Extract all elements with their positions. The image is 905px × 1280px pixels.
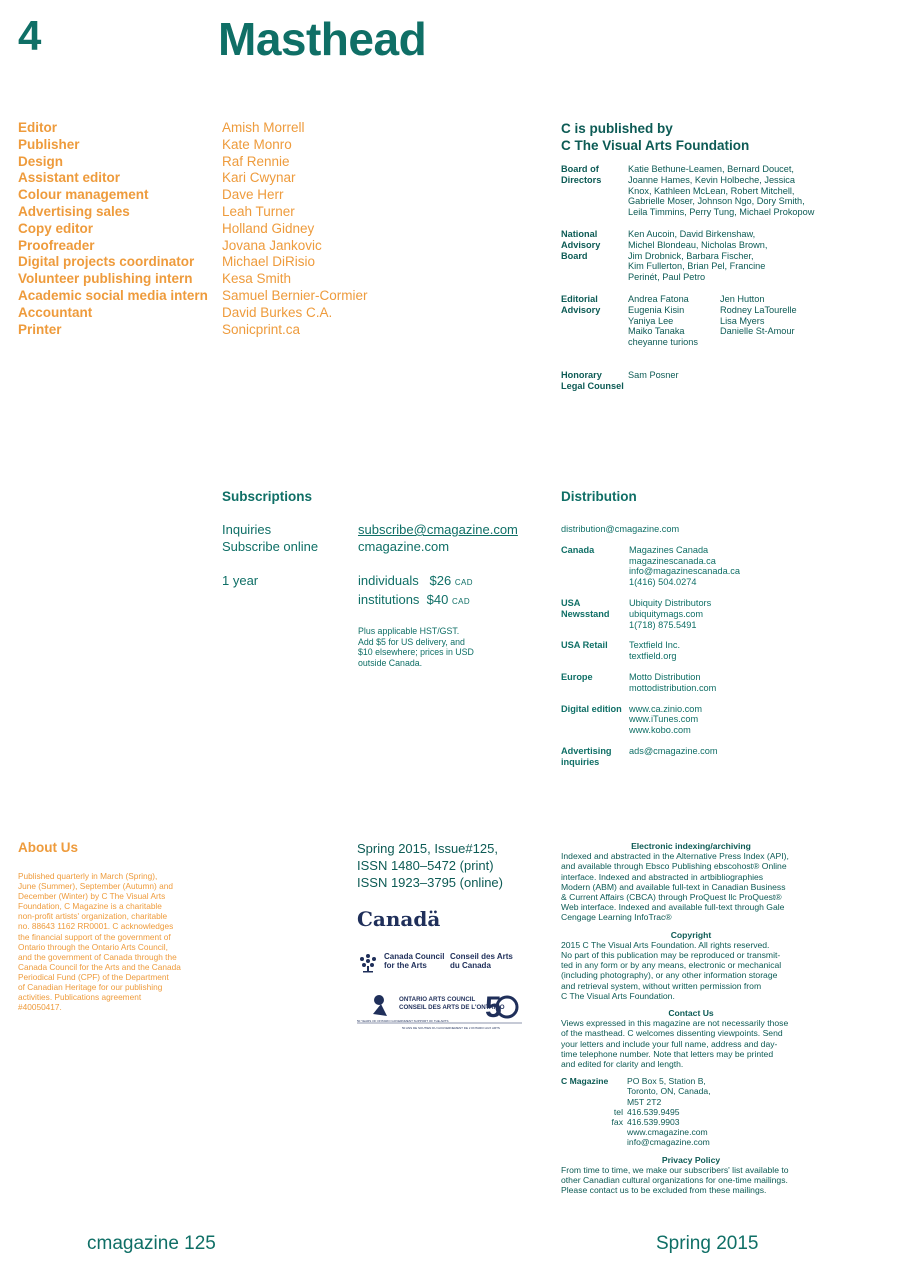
staff-row — [18, 271, 408, 288]
editorial-names: Andrea Fatona Eugenia Kisin Yaniya Lee Maiko Tanaka cheyanne turions Jen Hutton Rodney LaTourelle Lisa Myers Danielle St-Amour — [628, 293, 797, 348]
indexing-text: Indexed and abstracted in the Alternative Press Index (API), and available through Ebsco Publishing ebscohost® Online interface. Indexed and abstracted in artbibliographies Modern (ABM) and available full-text in Canadian Business & Current Affairs (CBCA) through ProQuest llc ProQuest® Web interface. Indexed and available full-text through Gale Cengage Learning InfoTrac® — [561, 851, 789, 923]
publisher-block — [561, 120, 891, 392]
subscribe-online-link[interactable]: cmagazine.com — [358, 538, 450, 554]
staff-role: Proofreader — [18, 237, 95, 253]
staff-role: Accountant — [18, 304, 93, 320]
copyright-heading: Copyright — [670, 929, 712, 940]
national-label: National Advisory Board — [561, 228, 601, 261]
staff-name: Leah Turner — [222, 203, 295, 219]
dist-digital: Digital edition www.ca.zinio.com www.iTunes.com www.kobo.com — [561, 703, 703, 736]
staff-name: Amish Morrell — [222, 120, 305, 135]
page-number: 4 — [18, 12, 42, 59]
ontario-arts-council-logo: 5 ONTARIO ARTS COUNCIL CONSEIL DES ARTS DE L'ONTARIO 50 YEARS OF ONTARIO GOVERNMENT SUPPORT OF THE ARTS 50 ANS DE SOUTIEN DU GOUVERNEMENT DE L'ONTARIO AUX ARTS — [357, 990, 522, 1030]
staff-list — [18, 120, 408, 338]
board-label: Board of Directors — [561, 164, 602, 185]
about-block — [18, 840, 208, 1012]
subs-price-institutions: institutions $40 CAD — [358, 591, 471, 607]
distribution-email[interactable]: distribution@cmagazine.com — [561, 524, 680, 534]
legal-label: Honorary Legal Counsel — [561, 369, 624, 391]
dist-usa-retail: USA Retail Textfield Inc. textfield.org — [561, 640, 681, 662]
staff-row — [18, 238, 408, 255]
privacy-text: From time to time, we make our subscribers' list available to other Canadian cultural organizations for one-time mailings. Please contact us to be excluded from these mailings. — [561, 1164, 789, 1196]
individuals-price: $26 — [429, 573, 452, 588]
distribution-heading: Distribution — [561, 489, 637, 504]
national-names: Ken Aucoin, David Birkenshaw, Michel Blondeau, Nicholas Brown, Jim Drobnick, Barbara Fischer, Kim Fullerton, Brian Pel, Francine Perinét, Paul Petro — [628, 228, 768, 283]
subscriptions-block — [222, 489, 542, 668]
staff-role: Editor — [18, 120, 57, 135]
staff-row — [18, 187, 408, 204]
subs-price-individuals: 1 year individuals $26 CAD — [222, 573, 473, 588]
about-text: Published quarterly in March (Spring), June (Summer), September (Autumn) and December (Winter) by C The Visual Arts Foundation, C Magazine is a charitable non-profit artists' organization, charitable no. 88643 1162 RR0001. C acknowledges the financial support of the government of Ontario through the Ontario Arts Council, and the government of Canada through the Canada Council for the Arts and the Canada Periodical Fund (CPF) of the Department of Canadian Heritage for our publishing activities. Publications agreement #40050417. — [18, 871, 181, 1013]
dist-canada: Canada Magazines Canada magazinescanada.ca info@magazinescanada.ca 1(416) 504.0274 — [561, 544, 740, 588]
staff-row — [18, 305, 408, 322]
canada-council-icon — [357, 952, 379, 974]
distribution-block — [561, 489, 891, 768]
staff-row — [18, 221, 408, 238]
staff-name: Jovana Jankovic — [222, 237, 322, 253]
privacy-heading: Privacy Policy — [661, 1154, 721, 1165]
publisher-heading: C is published by C The Visual Arts Foundation — [561, 121, 750, 153]
staff-role: Academic social media intern — [18, 287, 208, 303]
institutions-price: $40 — [426, 591, 449, 607]
staff-name: Samuel Bernier-Cormier — [222, 287, 368, 303]
indexing-heading: Electronic indexing/archiving — [631, 841, 751, 851]
copyright-text: 2015 C The Visual Arts Foundation. All rights reserved. No part of this publication may be reproduced or transmit- ted in any form or by any means, electronic or mechanical (including photography), or any other information storage and retrieval system, without written permission from C The Visual Arts Foundation. — [561, 939, 782, 1001]
staff-role: Copy editor — [18, 220, 94, 236]
issue-info: Spring 2015, Issue#125, ISSN 1480–5472 (print) ISSN 1923–3795 (online) — [357, 841, 503, 890]
page-title: Masthead — [218, 13, 427, 65]
staff-name: Raf Rennie — [222, 153, 290, 169]
staff-row — [18, 154, 408, 171]
staff-name: Sonicprint.ca — [222, 321, 301, 337]
dist-usa-newsstand: USA Newsstand Ubiquity Distributors ubiquitymags.com 1(718) 875.5491 — [561, 597, 712, 630]
editorial-label: Editorial Advisory — [561, 293, 601, 315]
contact-text: Views expressed in this magazine are not necessarily those of the masthead. C welcomes dissenting viewpoints. Send your letters and include your full name, address and day- time telephone number. Note that letters may be printed and edited for clarity and length. — [561, 1018, 789, 1070]
national-advisory-board — [561, 229, 891, 283]
staff-role: Printer — [18, 321, 62, 337]
honorary-legal-counsel — [561, 370, 891, 392]
staff-row — [18, 204, 408, 221]
staff-row — [18, 254, 408, 271]
canada-council-logo: Canada Council for the Arts Conseil des Arts du Canada — [357, 952, 513, 974]
subs-online: Subscribe online cmagazine.com — [222, 538, 450, 554]
editorial-advisory — [561, 294, 891, 348]
canada-wordmark-logo: Canadä — [357, 907, 441, 931]
contact-heading: Contact Us — [668, 1008, 714, 1019]
staff-role: Colour management — [18, 187, 149, 203]
staff-row — [18, 322, 408, 339]
staff-name: Dave Herr — [222, 187, 284, 203]
staff-role: Publisher — [18, 136, 80, 152]
staff-name: Kesa Smith — [222, 271, 292, 287]
staff-role: Volunteer publishing intern — [18, 271, 193, 287]
svg-text:5: 5 — [485, 991, 502, 1024]
legal-block — [561, 841, 821, 1203]
about-heading: About Us — [18, 840, 78, 855]
staff-row — [18, 288, 408, 305]
staff-role: Advertising sales — [18, 203, 130, 219]
staff-row — [18, 137, 408, 154]
website-link[interactable]: www.cmagazine.com — [627, 1127, 708, 1138]
staff-row — [18, 120, 408, 137]
staff-name: Kate Monro — [222, 136, 292, 152]
board-names: Katie Bethune-Leamen, Bernard Doucet, Joanne Hames, Kevin Holbeche, Jessica Knox, Kathleen McLean, Robert Mitchell, Gabrielle Moser, Johnson Ngo, Dory Smith, Leila Timmins, Perry Tung, Michael Prokopow — [628, 164, 815, 218]
staff-name: David Burkes C.A. — [222, 304, 333, 320]
staff-name: Michael DiRisio — [222, 254, 316, 270]
staff-name: Holland Gidney — [222, 220, 315, 236]
staff-role: Digital projects coordinator — [18, 254, 195, 270]
staff-name: Kari Cwynar — [222, 170, 296, 186]
dist-europe: Europe Motto Distribution mottodistribution.com — [561, 671, 717, 693]
subs-note: Plus applicable HST/GST. Add $5 for US delivery, and $10 elsewhere; prices in USD outside Canada. — [358, 626, 474, 668]
contact-email-link[interactable]: info@cmagazine.com — [627, 1137, 710, 1148]
subscriptions-heading: Subscriptions — [222, 489, 313, 504]
contact-address: C Magazine PO Box 5, Station B, Toronto, ON, Canada, M5T 2T2 tel 416.539.9495 fax 416.539.9903 www.cmagazine.com info@cmagazine.com — [561, 1076, 711, 1148]
subs-inquiries: Inquiries subscribe@cmagazine.com — [222, 522, 518, 537]
legal-name: Sam Posner — [628, 369, 679, 380]
board-of-directors — [561, 164, 891, 218]
staff-role: Design — [18, 153, 64, 169]
footer-folio-left: cmagazine 125 — [87, 1233, 216, 1254]
footer-folio-right: Spring 2015 — [656, 1233, 759, 1254]
staff-row — [18, 170, 408, 187]
subscribe-email-link[interactable]: subscribe@cmagazine.com — [358, 522, 518, 537]
dist-advertising: Advertising inquiries ads@cmagazine.com — [561, 745, 718, 767]
staff-role: Assistant editor — [18, 170, 121, 186]
